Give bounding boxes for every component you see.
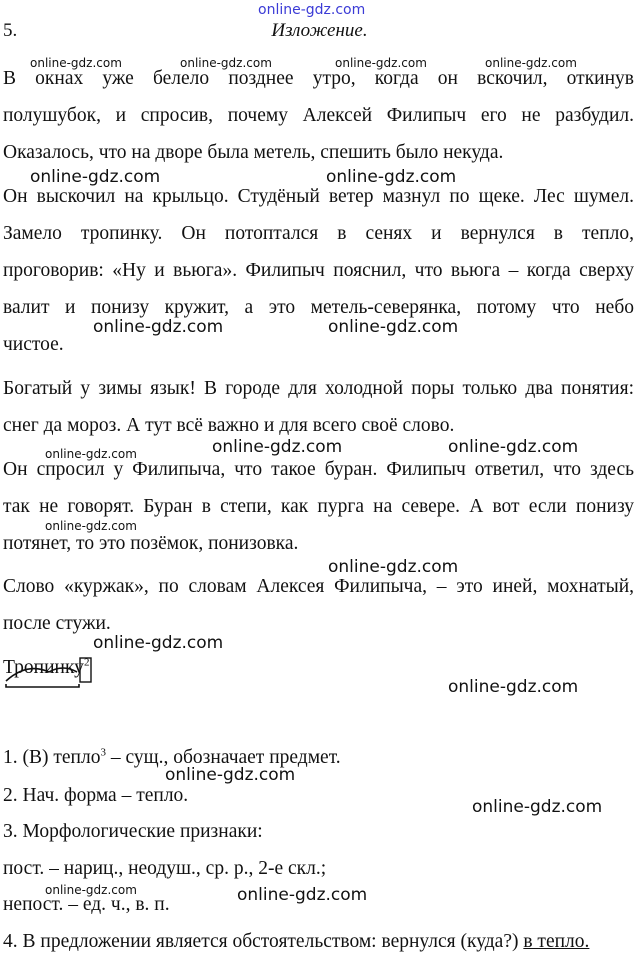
- task-number: 5.: [3, 20, 18, 41]
- text-line: так не говорят. Буран в степи, как пурга на севере. А вот если понизу: [3, 496, 634, 517]
- watermark: online-gdz.com: [212, 437, 343, 457]
- morph-superscript: 2: [83, 656, 90, 669]
- morph-word-text: Тропинку: [3, 657, 84, 678]
- watermark: online-gdz.com: [30, 56, 122, 70]
- text-line: Оказалось, что на дворе была метель, спешить было некуда.: [3, 142, 504, 163]
- analysis-line-3: 3. Морфологические признаки:: [3, 821, 263, 842]
- analysis-line-6: 4. В предложении является обстоятельством: вернулся (куда?) в тепло.: [3, 931, 590, 952]
- watermark: online-gdz.com: [45, 447, 137, 461]
- watermark: online-gdz.com: [165, 765, 296, 785]
- page-title: Изложение.: [271, 20, 368, 41]
- text-line: Замело тропинку. Он потоптался в сенях и вернулся в тепло,: [3, 223, 634, 244]
- analysis-line-4: пост. – нариц., неодуш., ср. р., 2-е скл.;: [3, 858, 327, 879]
- text-line: полушубок, и спросив, почему Алексей Филипыч его не разбудил.: [3, 105, 634, 126]
- site-watermark-top: online-gdz.com: [258, 2, 366, 18]
- text-line: после стужи.: [3, 613, 111, 634]
- analysis-line-5: непост. – ед. ч., в. п.: [3, 894, 170, 915]
- analysis-line-2: 2. Нач. форма – тепло.: [3, 785, 189, 806]
- text-line: Он спросил у Филипыча, что такое буран. Филипыч ответил, что здесь: [3, 459, 634, 480]
- text-line: В окнах уже белело позднее утро, когда он вскочил, откинув: [3, 68, 634, 89]
- watermark: online-gdz.com: [326, 167, 457, 187]
- watermark: online-gdz.com: [448, 437, 579, 457]
- watermark: online-gdz.com: [93, 317, 224, 337]
- text-line: валит и понизу кружит, а это метель-северянка, потому что небо: [3, 297, 634, 318]
- watermark: online-gdz.com: [45, 519, 137, 533]
- watermark: online-gdz.com: [180, 56, 272, 70]
- watermark: online-gdz.com: [448, 677, 579, 697]
- text-line: потянет, то это позёмок, понизовка.: [3, 533, 299, 554]
- watermark: online-gdz.com: [485, 56, 577, 70]
- text-line: проговорив: «Ну и вьюга». Филипыч пояснил, что вьюга – когда сверху: [3, 260, 634, 281]
- watermark: online-gdz.com: [45, 883, 137, 897]
- analysis-superscript: 3: [100, 746, 106, 759]
- watermark: online-gdz.com: [237, 885, 368, 905]
- watermark: online-gdz.com: [335, 56, 427, 70]
- analysis-line-1: 1. (В) тепло$^3$ – сущ., обозначает предмет.: [3, 746, 341, 768]
- text-line: чистое.: [3, 334, 64, 355]
- watermark: online-gdz.com: [30, 167, 161, 187]
- watermark: online-gdz.com: [93, 633, 224, 653]
- morpheme-marks-icon: [3, 648, 98, 690]
- watermark: online-gdz.com: [328, 557, 459, 577]
- text-line: снег да мороз. А тут всё важно и для всего своё слово.: [3, 415, 455, 436]
- watermark: online-gdz.com: [472, 797, 603, 817]
- text-line: Богатый у зимы язык! В городе для холодной поры только два понятия:: [3, 378, 634, 399]
- watermark: online-gdz.com: [328, 317, 459, 337]
- text-line: Слово «куржак», по словам Алексея Филипыча, – это иней, мохнатый,: [3, 576, 634, 597]
- text-line: Он выскочил на крыльцо. Студёный ветер мазнул по щеке. Лес шумел.: [3, 186, 634, 207]
- analysis-underlined: в тепло.: [523, 931, 590, 952]
